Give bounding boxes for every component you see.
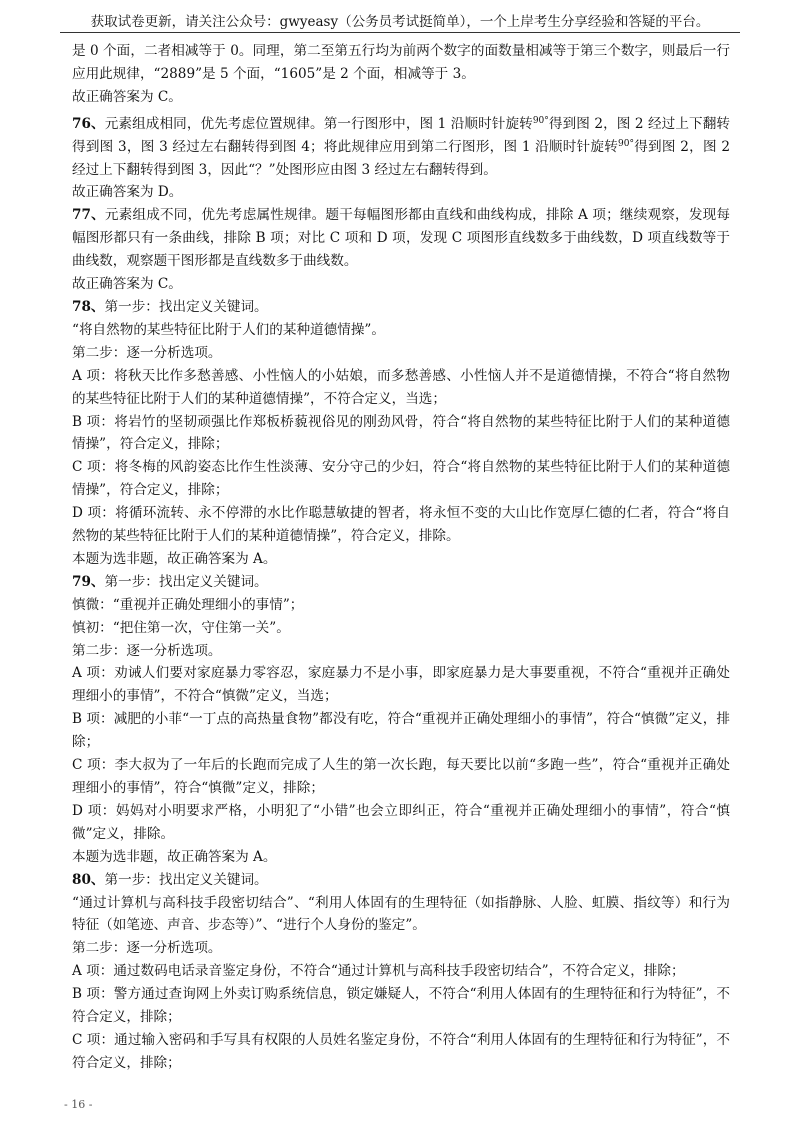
question-77: 77、元素组成不同，优先考虑属性规律。题干每幅图形都由直线和曲线构成，排除 A 项；继续观察，发现每幅图形都只有一条曲线，排除 B 项；对比 C 项和 D 项，发现 C 项图形直线数多于曲线数，D 项直线数等于曲线数，观察题干图形都是直线数多于曲线数。 [72, 207, 730, 270]
answer-line: 本题为选非题，故正确答案为 A。 [72, 550, 277, 567]
answer-line: 故正确答案为 D。 [72, 184, 183, 201]
step-line: 第二步：逐一分析选项。 [72, 642, 222, 659]
keyword-line: 慎微：“重视并正确处理细小的事情”； [72, 596, 304, 613]
keyword-line: “通过计算机与高科技手段密切结合”、“利用人体固有的生理特征（如指静脉、人脸、虹膜、指纹等）和行为特征（如笔迹、声音、步态等）”、“进行个人身份的鉴定”。 [72, 894, 730, 934]
option-a: A 项：劝诫人们要对家庭暴力零容忍，家庭暴力不是小事，即家庭暴力是大事要重视，不符合“重视并正确处理细小的事情”，不符合“慎微”定义，当选； [72, 665, 730, 705]
paragraph: 是 0 个面，二者相减等于 0。同理，第二至第五行均为前两个数字的面数量相减等于第三个数字，则最后一行应用此规律，“2889”是 5 个面，“1605”是 2 个面，相减等于 3。 [72, 43, 730, 82]
question-number: 80、 [72, 871, 105, 888]
option-b: B 项：将岩竹的坚韧顽强比作郑板桥藐视俗见的刚劲风骨，符合“将自然物的某些特征比附于人们的某种道德情操”，符合定义，排除； [72, 413, 730, 453]
page-header: 获取试卷更新，请关注公众号：gwyeasy（公务员考试挺简单），一个上岸考生分享经验和答疑的平台。 [90, 14, 710, 30]
question-number: 78、 [72, 298, 105, 315]
option-c: C 项：将冬梅的风韵姿态比作生性淡薄、安分守己的少妇，符合“将自然物的某些特征比附于人们的某种道德情操”，符合定义，排除； [72, 459, 730, 499]
answer-line: 本题为选非题，故正确答案为 A。 [72, 848, 277, 865]
question-76: 76、元素组成相同，优先考虑位置规律。第一行图形中，图 1 沿顺时针旋转$^{90^\circ}$得到图 2，图 2 经过上下翻转得到图 3，图 3 经过左右翻转得到图 4；将此规律应用到第二行图形，图 1 沿顺时针旋转$^{90^\circ}$得到图 2，图 2 经过上下翻转得到图 3，因此“？”处图形应由图 3 经过左右翻转得到。 [72, 115, 730, 178]
answer-line: 故正确答案为 C。 [72, 276, 182, 293]
question-80: 80、第一步：找出定义关键词。 [72, 871, 268, 888]
question-79: 79、第一步：找出定义关键词。 [72, 573, 268, 590]
option-c: C 项：通过输入密码和手写具有权限的人员姓名鉴定身份，不符合“利用人体固有的生理特征和行为特征”，不符合定义，排除； [72, 1031, 730, 1071]
page-number: - 16 - [64, 1098, 93, 1111]
option-b: B 项：警方通过查询网上外卖订购系统信息，锁定嫌疑人，不符合“利用人体固有的生理特征和行为特征”，不符合定义，排除； [72, 986, 730, 1026]
degree-label: 90° [532, 115, 549, 126]
question-number: 79、 [72, 573, 105, 590]
option-d: D 项：妈妈对小明要求严格，小明犯了“小错”也会立即纠正，符合“重视并正确处理细小的事情”，符合“慎微”定义，排除。 [72, 802, 730, 842]
option-c: C 项：李大叔为了一年后的长跑而完成了人生的第一次长跑，每天要比以前“多跑一些”，符合“重视并正确处理细小的事情”，符合“慎微”定义，排除； [72, 757, 730, 796]
question-78: 78、第一步：找出定义关键词。 [72, 298, 268, 315]
option-d: D 项：将循环流转、永不停滞的水比作聪慧敏捷的智者，将永恒不变的大山比作宽厚仁德的仁者，符合“将自然物的某些特征比附于人们的某种道德情操”，符合定义，排除。 [72, 505, 730, 545]
answer-line: 故正确答案为 C。 [72, 88, 182, 105]
degree-label: 90° [618, 138, 634, 149]
step-line: 第二步：逐一分析选项。 [72, 940, 222, 957]
option-a: A 项：将秋天比作多愁善感、小性恼人的小姑娘，而多愁善感、小性恼人并不是道德情操，不符合“将自然物的某些特征比附于人们的某种道德情操”，不符合定义，当选； [72, 367, 730, 407]
keyword-line: 慎初：“把住第一次，守住第一关”。 [72, 619, 290, 636]
question-number: 77、 [72, 207, 105, 224]
question-number: 76、 [72, 115, 105, 132]
page-content [72, 40, 730, 1075]
keyword-line: “将自然物的某些特征比附于人们的某种道德情操”。 [72, 321, 385, 338]
step-line: 第二步：逐一分析选项。 [72, 344, 222, 361]
option-b: B 项：减肥的小菲“一丁点的高热量食物”都没有吃，符合“重视并正确处理细小的事情”，符合“慎微”定义，排除； [72, 711, 730, 751]
header-rule [60, 32, 740, 33]
option-a: A 项：通过数码电话录音鉴定身份，不符合“通过计算机与高科技手段密切结合”，不符合定义，排除； [72, 963, 685, 980]
